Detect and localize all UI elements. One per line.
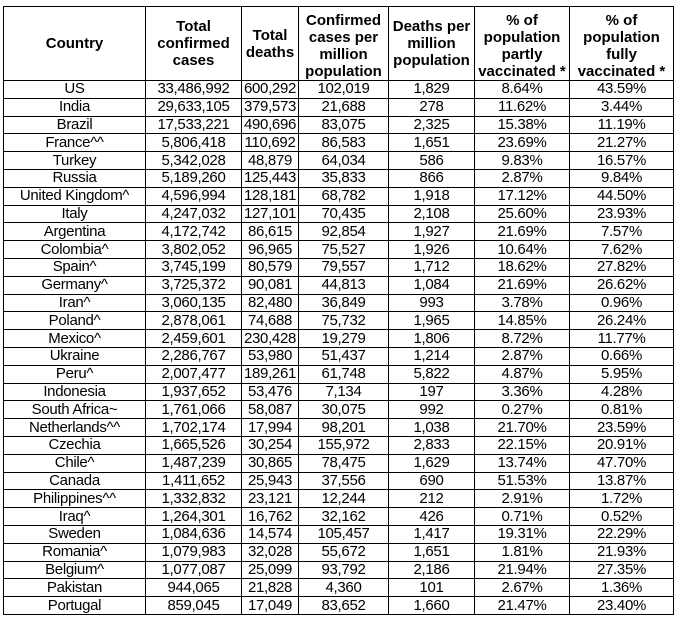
fully-vaccinated-cell: 43.59%	[570, 81, 674, 99]
cases-per-million-cell: 86,583	[299, 134, 389, 152]
total-cases-cell: 5,806,418	[146, 134, 242, 152]
fully-vaccinated-cell: 47.70%	[570, 454, 674, 472]
total-deaths-cell: 125,443	[242, 169, 299, 187]
partly-vaccinated-cell: 2.67%	[475, 579, 570, 597]
deaths-per-million-cell: 1,629	[389, 454, 475, 472]
cases-per-million-cell: 30,075	[299, 401, 389, 419]
total-deaths-cell: 80,579	[242, 258, 299, 276]
total-cases-cell: 3,745,199	[146, 258, 242, 276]
table-row	[4, 205, 674, 223]
total-cases-cell: 4,172,742	[146, 223, 242, 241]
header-total-deaths	[242, 7, 299, 81]
cases-per-million-cell: 83,075	[299, 116, 389, 134]
total-deaths-cell: 189,261	[242, 365, 299, 383]
header-line: vaccinated *	[478, 63, 566, 80]
total-cases-cell: 5,189,260	[146, 169, 242, 187]
cases-per-million-cell: 51,437	[299, 347, 389, 365]
table-row	[4, 490, 674, 508]
table-row	[4, 169, 674, 187]
partly-vaccinated-cell: 8.72%	[475, 330, 570, 348]
total-deaths-cell: 17,049	[242, 597, 299, 615]
table-row	[4, 472, 674, 490]
total-cases-cell: 1,332,832	[146, 490, 242, 508]
country-cell: South Africa~	[4, 401, 146, 419]
total-deaths-cell: 23,121	[242, 490, 299, 508]
total-deaths-cell: 21,828	[242, 579, 299, 597]
total-deaths-cell: 600,292	[242, 81, 299, 99]
cases-per-million-cell: 75,527	[299, 241, 389, 259]
fully-vaccinated-cell: 27.35%	[570, 561, 674, 579]
partly-vaccinated-cell: 13.74%	[475, 454, 570, 472]
deaths-per-million-cell: 1,038	[389, 419, 475, 437]
total-cases-cell: 4,596,994	[146, 187, 242, 205]
fully-vaccinated-cell: 0.52%	[570, 508, 674, 526]
deaths-per-million-cell: 2,108	[389, 205, 475, 223]
header-partly-vaccinated	[475, 7, 570, 81]
country-cell: Mexico^	[4, 330, 146, 348]
total-cases-cell: 2,878,061	[146, 312, 242, 330]
total-cases-cell: 2,459,601	[146, 330, 242, 348]
deaths-per-million-cell: 1,084	[389, 276, 475, 294]
fully-vaccinated-cell: 7.57%	[570, 223, 674, 241]
header-line: Total	[252, 26, 288, 44]
country-cell: Indonesia	[4, 383, 146, 401]
fully-vaccinated-cell: 4.28%	[570, 383, 674, 401]
header-fully-vaccinated	[570, 7, 674, 81]
total-cases-cell: 1,077,087	[146, 561, 242, 579]
fully-vaccinated-cell: 11.19%	[570, 116, 674, 134]
header-line: confirmed	[157, 35, 230, 52]
covid-country-table	[3, 6, 674, 615]
partly-vaccinated-cell: 8.64%	[475, 81, 570, 99]
country-cell: Philippines^^	[4, 490, 146, 508]
deaths-per-million-cell: 2,833	[389, 436, 475, 454]
deaths-per-million-cell: 1,926	[389, 241, 475, 259]
table-row	[4, 579, 674, 597]
table-row	[4, 258, 674, 276]
deaths-per-million-cell: 1,651	[389, 543, 475, 561]
cases-per-million-cell: 55,672	[299, 543, 389, 561]
partly-vaccinated-cell: 21.47%	[475, 597, 570, 615]
total-deaths-cell: 230,428	[242, 330, 299, 348]
partly-vaccinated-cell: 0.27%	[475, 401, 570, 419]
table-body	[4, 81, 674, 615]
partly-vaccinated-cell: 14.85%	[475, 312, 570, 330]
country-cell: France^^	[4, 134, 146, 152]
fully-vaccinated-cell: 21.93%	[570, 543, 674, 561]
country-cell: Portugal	[4, 597, 146, 615]
table-row	[4, 98, 674, 116]
deaths-per-million-cell: 1,965	[389, 312, 475, 330]
table-row	[4, 81, 674, 99]
partly-vaccinated-cell: 17.12%	[475, 187, 570, 205]
total-deaths-cell: 16,762	[242, 508, 299, 526]
table-row	[4, 561, 674, 579]
header-deaths-per-million	[389, 7, 475, 81]
deaths-per-million-cell: 5,822	[389, 365, 475, 383]
partly-vaccinated-cell: 3.36%	[475, 383, 570, 401]
table-row	[4, 597, 674, 615]
cases-per-million-cell: 19,279	[299, 330, 389, 348]
deaths-per-million-cell: 1,214	[389, 347, 475, 365]
total-deaths-cell: 127,101	[242, 205, 299, 223]
table-row	[4, 365, 674, 383]
header-line: vaccinated *	[577, 63, 666, 80]
fully-vaccinated-cell: 23.59%	[570, 419, 674, 437]
country-cell: Sweden	[4, 525, 146, 543]
fully-vaccinated-cell: 13.87%	[570, 472, 674, 490]
deaths-per-million-cell: 992	[389, 401, 475, 419]
fully-vaccinated-cell: 9.84%	[570, 169, 674, 187]
fully-vaccinated-cell: 26.62%	[570, 276, 674, 294]
partly-vaccinated-cell: 2.91%	[475, 490, 570, 508]
table-row	[4, 454, 674, 472]
header-line: population	[393, 52, 470, 69]
table-row	[4, 419, 674, 437]
cases-per-million-cell: 83,652	[299, 597, 389, 615]
deaths-per-million-cell: 1,651	[389, 134, 475, 152]
fully-vaccinated-cell: 44.50%	[570, 187, 674, 205]
header-line: Country	[45, 35, 104, 52]
table-row	[4, 152, 674, 170]
deaths-per-million-cell: 101	[389, 579, 475, 597]
partly-vaccinated-cell: 51.53%	[475, 472, 570, 490]
table-row	[4, 347, 674, 365]
country-cell: Pakistan	[4, 579, 146, 597]
total-cases-cell: 1,411,652	[146, 472, 242, 490]
partly-vaccinated-cell: 4.87%	[475, 365, 570, 383]
header-line: partly	[501, 46, 543, 63]
country-cell: Belgium^	[4, 561, 146, 579]
table-row	[4, 508, 674, 526]
total-cases-cell: 33,486,992	[146, 81, 242, 99]
header-line: Total	[176, 18, 211, 35]
total-deaths-cell: 53,980	[242, 347, 299, 365]
table-row	[4, 312, 674, 330]
country-cell: Germany^	[4, 276, 146, 294]
total-deaths-cell: 74,688	[242, 312, 299, 330]
header-line: % of	[605, 12, 638, 29]
table-row	[4, 223, 674, 241]
country-cell: Czechia	[4, 436, 146, 454]
table-row	[4, 525, 674, 543]
country-cell: Spain^	[4, 258, 146, 276]
fully-vaccinated-cell: 20.91%	[570, 436, 674, 454]
total-deaths-cell: 30,254	[242, 436, 299, 454]
total-cases-cell: 1,761,066	[146, 401, 242, 419]
header-line: population	[583, 29, 660, 46]
total-cases-cell: 859,045	[146, 597, 242, 615]
total-cases-cell: 1,264,301	[146, 508, 242, 526]
partly-vaccinated-cell: 18.62%	[475, 258, 570, 276]
deaths-per-million-cell: 586	[389, 152, 475, 170]
total-cases-cell: 5,342,028	[146, 152, 242, 170]
total-deaths-cell: 32,028	[242, 543, 299, 561]
total-cases-cell: 3,725,372	[146, 276, 242, 294]
partly-vaccinated-cell: 15.38%	[475, 116, 570, 134]
deaths-per-million-cell: 1,829	[389, 81, 475, 99]
header-line: Deaths per	[392, 18, 471, 35]
total-deaths-cell: 82,480	[242, 294, 299, 312]
cases-per-million-cell: 35,833	[299, 169, 389, 187]
header-line: fully	[606, 46, 637, 63]
fully-vaccinated-cell: 26.24%	[570, 312, 674, 330]
deaths-per-million-cell: 1,660	[389, 597, 475, 615]
cases-per-million-cell: 98,201	[299, 419, 389, 437]
country-cell: Peru^	[4, 365, 146, 383]
deaths-per-million-cell: 2,325	[389, 116, 475, 134]
country-cell: US	[4, 81, 146, 99]
table-row	[4, 134, 674, 152]
total-deaths-cell: 25,943	[242, 472, 299, 490]
deaths-per-million-cell: 1,806	[389, 330, 475, 348]
country-cell: Iran^	[4, 294, 146, 312]
country-cell: United Kingdom^	[4, 187, 146, 205]
cases-per-million-cell: 61,748	[299, 365, 389, 383]
partly-vaccinated-cell: 2.87%	[475, 347, 570, 365]
table-row	[4, 330, 674, 348]
total-cases-cell: 2,286,767	[146, 347, 242, 365]
deaths-per-million-cell: 690	[389, 472, 475, 490]
header-line: million	[319, 46, 368, 63]
partly-vaccinated-cell: 21.69%	[475, 223, 570, 241]
total-cases-cell: 1,079,983	[146, 543, 242, 561]
table-row	[4, 543, 674, 561]
table-row	[4, 436, 674, 454]
fully-vaccinated-cell: 0.66%	[570, 347, 674, 365]
deaths-per-million-cell: 1,417	[389, 525, 475, 543]
header-line: Confirmed	[306, 12, 381, 29]
table-row	[4, 401, 674, 419]
partly-vaccinated-cell: 23.69%	[475, 134, 570, 152]
total-cases-cell: 3,802,052	[146, 241, 242, 259]
country-cell: Poland^	[4, 312, 146, 330]
cases-per-million-cell: 92,854	[299, 223, 389, 241]
country-cell: Chile^	[4, 454, 146, 472]
total-cases-cell: 1,937,652	[146, 383, 242, 401]
total-deaths-cell: 90,081	[242, 276, 299, 294]
header-country	[4, 7, 146, 81]
deaths-per-million-cell: 278	[389, 98, 475, 116]
fully-vaccinated-cell: 11.77%	[570, 330, 674, 348]
total-deaths-cell: 58,087	[242, 401, 299, 419]
partly-vaccinated-cell: 2.87%	[475, 169, 570, 187]
cases-per-million-cell: 75,732	[299, 312, 389, 330]
total-cases-cell: 1,702,174	[146, 419, 242, 437]
table-row	[4, 187, 674, 205]
fully-vaccinated-cell: 5.95%	[570, 365, 674, 383]
total-deaths-cell: 96,965	[242, 241, 299, 259]
header-row	[4, 7, 674, 81]
fully-vaccinated-cell: 1.72%	[570, 490, 674, 508]
total-deaths-cell: 48,879	[242, 152, 299, 170]
fully-vaccinated-cell: 3.44%	[570, 98, 674, 116]
fully-vaccinated-cell: 23.93%	[570, 205, 674, 223]
total-deaths-cell: 128,181	[242, 187, 299, 205]
total-cases-cell: 1,084,636	[146, 525, 242, 543]
deaths-per-million-cell: 1,927	[389, 223, 475, 241]
country-cell: Ukraine	[4, 347, 146, 365]
total-deaths-cell: 14,574	[242, 525, 299, 543]
country-cell: Russia	[4, 169, 146, 187]
header-total-confirmed-cases	[146, 7, 242, 81]
country-cell: Canada	[4, 472, 146, 490]
deaths-per-million-cell: 197	[389, 383, 475, 401]
cases-per-million-cell: 78,475	[299, 454, 389, 472]
partly-vaccinated-cell: 0.71%	[475, 508, 570, 526]
cases-per-million-cell: 7,134	[299, 383, 389, 401]
table-row	[4, 276, 674, 294]
country-cell: Brazil	[4, 116, 146, 134]
partly-vaccinated-cell: 9.83%	[475, 152, 570, 170]
country-cell: Turkey	[4, 152, 146, 170]
cases-per-million-cell: 102,019	[299, 81, 389, 99]
total-deaths-cell: 25,099	[242, 561, 299, 579]
fully-vaccinated-cell: 27.82%	[570, 258, 674, 276]
partly-vaccinated-cell: 19.31%	[475, 525, 570, 543]
header-line: cases per	[308, 29, 379, 46]
fully-vaccinated-cell: 0.96%	[570, 294, 674, 312]
deaths-per-million-cell: 212	[389, 490, 475, 508]
fully-vaccinated-cell: 0.81%	[570, 401, 674, 419]
partly-vaccinated-cell: 22.15%	[475, 436, 570, 454]
cases-per-million-cell: 70,435	[299, 205, 389, 223]
country-cell: Netherlands^^	[4, 419, 146, 437]
deaths-per-million-cell: 1,712	[389, 258, 475, 276]
header-line: population	[483, 29, 561, 46]
partly-vaccinated-cell: 25.60%	[475, 205, 570, 223]
partly-vaccinated-cell: 10.64%	[475, 241, 570, 259]
total-cases-cell: 1,665,526	[146, 436, 242, 454]
table-row	[4, 294, 674, 312]
total-deaths-cell: 379,573	[242, 98, 299, 116]
total-cases-cell: 3,060,135	[146, 294, 242, 312]
total-deaths-cell: 490,696	[242, 116, 299, 134]
header-line: % of	[506, 12, 538, 29]
deaths-per-million-cell: 993	[389, 294, 475, 312]
total-deaths-cell: 86,615	[242, 223, 299, 241]
header-cases-per-million	[299, 7, 389, 81]
header-line: cases	[172, 52, 215, 69]
cases-per-million-cell: 37,556	[299, 472, 389, 490]
partly-vaccinated-cell: 21.70%	[475, 419, 570, 437]
cases-per-million-cell: 36,849	[299, 294, 389, 312]
total-cases-cell: 4,247,032	[146, 205, 242, 223]
cases-per-million-cell: 44,813	[299, 276, 389, 294]
total-deaths-cell: 17,994	[242, 419, 299, 437]
partly-vaccinated-cell: 1.81%	[475, 543, 570, 561]
partly-vaccinated-cell: 3.78%	[475, 294, 570, 312]
header-line: population	[305, 63, 382, 80]
deaths-per-million-cell: 866	[389, 169, 475, 187]
cases-per-million-cell: 93,792	[299, 561, 389, 579]
table-row	[4, 116, 674, 134]
fully-vaccinated-cell: 23.40%	[570, 597, 674, 615]
fully-vaccinated-cell: 16.57%	[570, 152, 674, 170]
country-cell: Iraq^	[4, 508, 146, 526]
cases-per-million-cell: 32,162	[299, 508, 389, 526]
total-deaths-cell: 110,692	[242, 134, 299, 152]
table-row	[4, 241, 674, 259]
fully-vaccinated-cell: 22.29%	[570, 525, 674, 543]
partly-vaccinated-cell: 21.69%	[475, 276, 570, 294]
header-line: deaths	[245, 43, 295, 61]
total-cases-cell: 2,007,477	[146, 365, 242, 383]
total-cases-cell: 17,533,221	[146, 116, 242, 134]
partly-vaccinated-cell: 21.94%	[475, 561, 570, 579]
country-cell: Colombia^	[4, 241, 146, 259]
partly-vaccinated-cell: 11.62%	[475, 98, 570, 116]
total-cases-cell: 1,487,239	[146, 454, 242, 472]
cases-per-million-cell: 12,244	[299, 490, 389, 508]
country-cell: Argentina	[4, 223, 146, 241]
cases-per-million-cell: 105,457	[299, 525, 389, 543]
total-cases-cell: 29,633,105	[146, 98, 242, 116]
table-row	[4, 383, 674, 401]
cases-per-million-cell: 68,782	[299, 187, 389, 205]
country-cell: Italy	[4, 205, 146, 223]
country-cell: India	[4, 98, 146, 116]
fully-vaccinated-cell: 7.62%	[570, 241, 674, 259]
deaths-per-million-cell: 1,918	[389, 187, 475, 205]
country-cell: Romania^	[4, 543, 146, 561]
total-cases-cell: 944,065	[146, 579, 242, 597]
fully-vaccinated-cell: 1.36%	[570, 579, 674, 597]
fully-vaccinated-cell: 21.27%	[570, 134, 674, 152]
header-line: million	[407, 35, 456, 52]
cases-per-million-cell: 21,688	[299, 98, 389, 116]
cases-per-million-cell: 79,557	[299, 258, 389, 276]
deaths-per-million-cell: 426	[389, 508, 475, 526]
cases-per-million-cell: 64,034	[299, 152, 389, 170]
total-deaths-cell: 30,865	[242, 454, 299, 472]
cases-per-million-cell: 4,360	[299, 579, 389, 597]
deaths-per-million-cell: 2,186	[389, 561, 475, 579]
cases-per-million-cell: 155,972	[299, 436, 389, 454]
total-deaths-cell: 53,476	[242, 383, 299, 401]
